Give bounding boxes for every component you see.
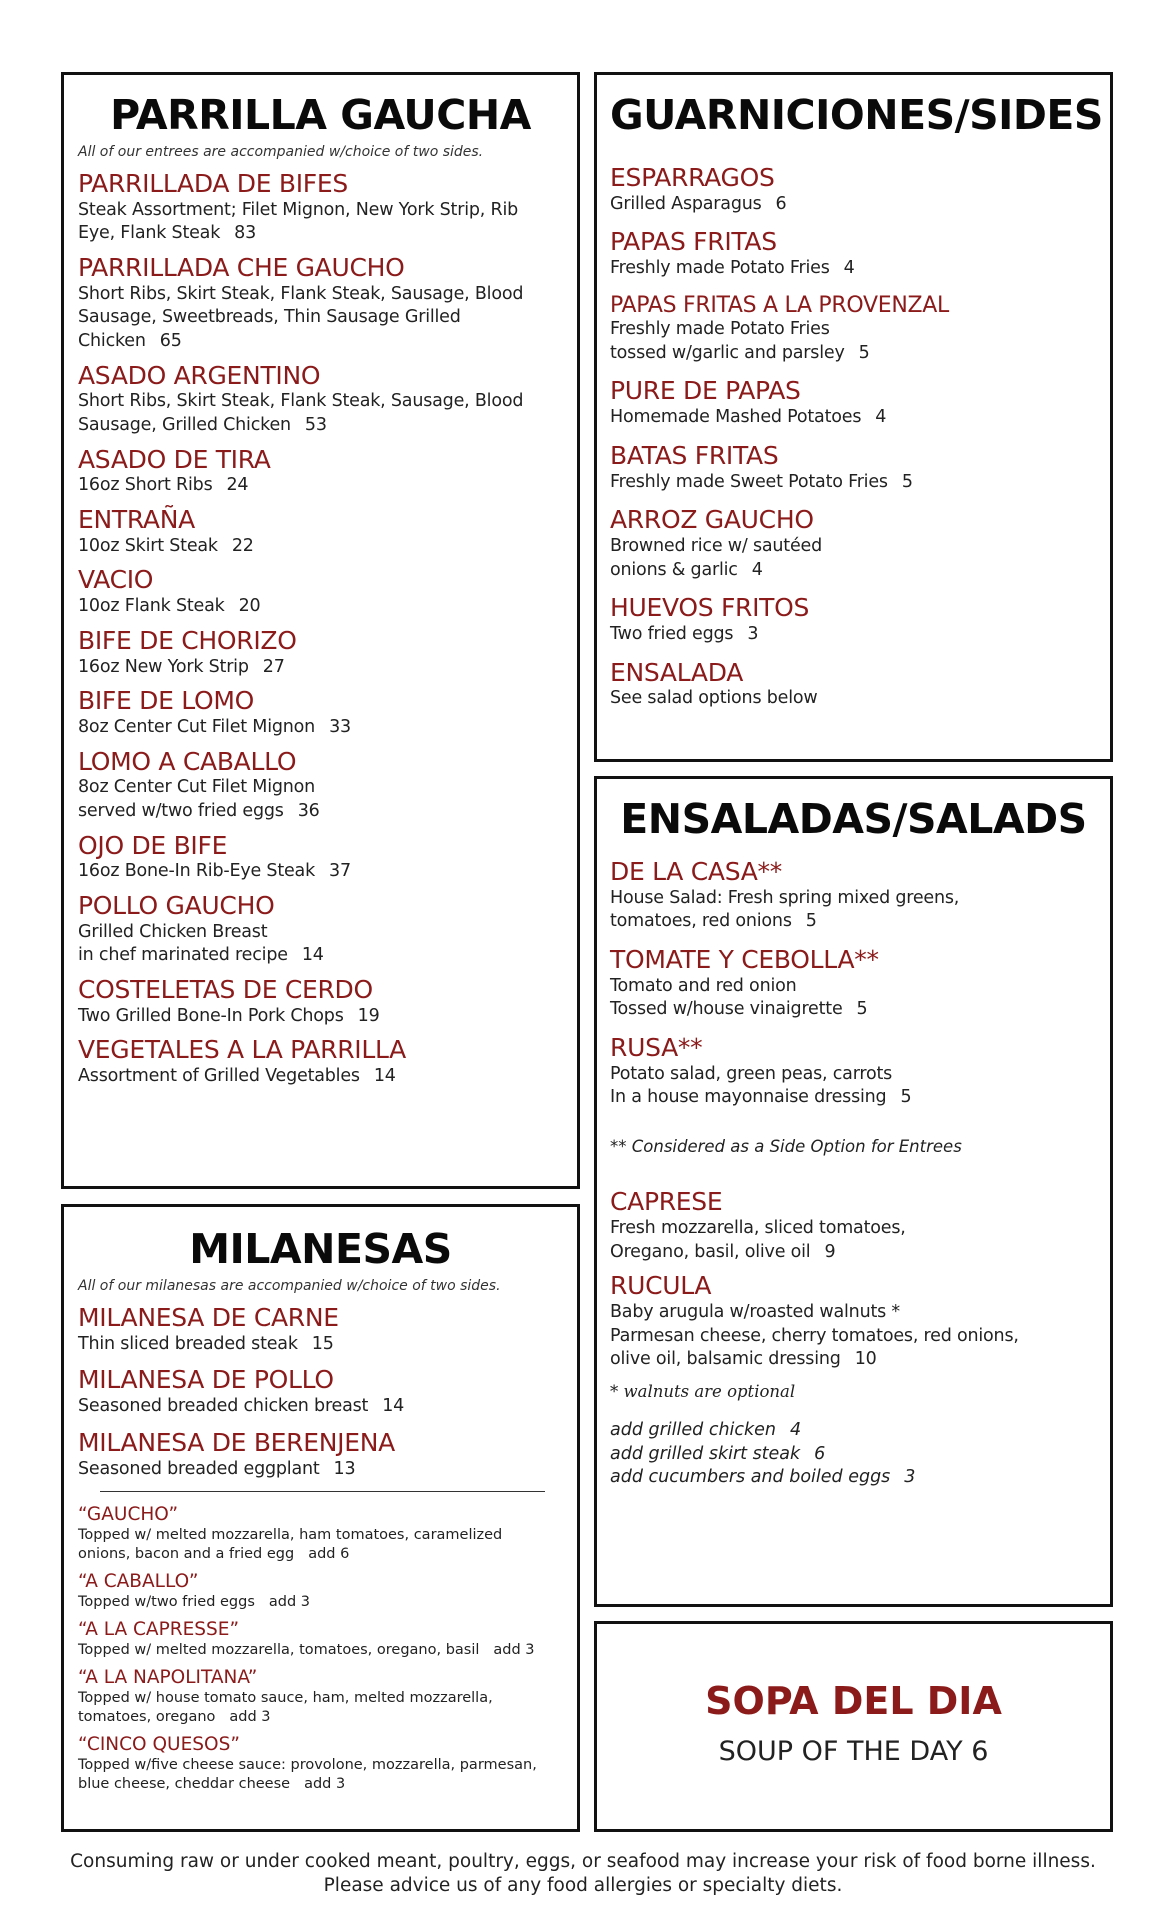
footer-line-2: Please advice us of any food allergies or specialty diets. <box>323 1875 843 1897</box>
item-name: “A LA NAPOLITANA” <box>78 1667 258 1689</box>
item-description: Tossed w/house vinaigrette 5 <box>610 999 868 1020</box>
item-name: DE LA CASA** <box>610 857 782 887</box>
menu-item <box>78 892 563 968</box>
milanesa-items <box>78 1304 563 1481</box>
item-price: 5 <box>858 342 870 363</box>
menu-item <box>78 687 563 739</box>
item-name: ENTRAÑA <box>78 505 195 535</box>
item-description: onions & garlic 4 <box>610 559 763 580</box>
item-description: 16oz Bone-In Rib-Eye Steak 37 <box>78 861 351 882</box>
item-description: 8oz Center Cut Filet Mignon <box>78 777 316 798</box>
item-description: tomatoes, oregano add 3 <box>78 1709 271 1726</box>
item-name: PAPAS FRITAS <box>610 227 777 257</box>
menu-item <box>78 170 563 246</box>
item-name: “A CABALLO” <box>78 1571 199 1593</box>
item-price: 14 <box>382 1396 405 1417</box>
addon-item: add cucumbers and boiled eggs 3 <box>610 1467 916 1488</box>
item-price: 37 <box>329 861 351 882</box>
item-name: COSTELETAS DE CERDO <box>78 974 373 1004</box>
item-description: Seasoned breaded eggplant 13 <box>78 1458 356 1479</box>
item-description: tossed w/garlic and parsley 5 <box>610 342 870 363</box>
menu-item <box>78 1036 563 1088</box>
item-description: Eye, Flank Steak 83 <box>78 223 257 244</box>
item-price: 5 <box>856 999 868 1020</box>
item-price: 9 <box>824 1241 836 1262</box>
item-price: 5 <box>900 1087 912 1108</box>
item-name: “GAUCHO” <box>78 1504 179 1526</box>
item-name: PARRILLADA DE BIFES <box>78 169 348 199</box>
item-description: See salad options below <box>610 688 818 709</box>
parrilla-title: PARRILLA GAUCHA <box>110 91 531 139</box>
item-price: 22 <box>231 535 254 556</box>
addon-price: 4 <box>790 1419 802 1440</box>
item-name: MILANESA DE CARNE <box>78 1303 339 1333</box>
item-description: Seasoned breaded chicken breast 14 <box>78 1396 405 1417</box>
menu-item <box>610 1034 1097 1110</box>
item-description: Topped w/ melted mozzarella, tomatoes, oregano, basil add 3 <box>78 1642 535 1659</box>
salads-section <box>594 776 1113 1607</box>
menu-item <box>610 858 1097 934</box>
item-name: TOMATE Y CEBOLLA** <box>610 945 879 975</box>
item-name: POLLO GAUCHO <box>78 890 275 920</box>
item-description: tomatoes, red onions 5 <box>610 911 817 932</box>
item-name: VEGETALES A LA PARRILLA <box>78 1035 406 1065</box>
item-name: MILANESA DE BERENJENA <box>78 1427 395 1457</box>
item-description: Short Ribs, Skirt Steak, Flank Steak, Sausage, Blood <box>78 283 524 304</box>
item-description: in chef marinated recipe 14 <box>78 945 324 966</box>
topping-item <box>78 1619 563 1660</box>
item-price: add 3 <box>304 1776 346 1793</box>
menu-item <box>610 164 1097 216</box>
menu-item <box>610 594 1097 646</box>
item-price: 53 <box>304 415 327 436</box>
item-description: Assortment of Grilled Vegetables 14 <box>78 1066 396 1087</box>
menu-item <box>78 1304 563 1356</box>
salads-items <box>610 858 1097 1110</box>
menu-item <box>78 446 563 498</box>
menu-item <box>610 946 1097 1022</box>
salad-addons <box>610 1419 1097 1490</box>
parrilla-items <box>78 170 563 1089</box>
sides-section <box>594 72 1113 762</box>
item-description: Two fried eggs 3 <box>610 623 759 644</box>
parrilla-note: All of our entrees are accompanied w/choice of two sides. <box>78 144 484 161</box>
item-price: add 3 <box>268 1594 311 1611</box>
item-name: PAPAS FRITAS A LA PROVENZAL <box>610 292 949 318</box>
item-description: Topped w/five cheese sauce: provolone, mozzarella, parmesan, <box>78 1757 537 1774</box>
item-price: add 6 <box>308 1546 350 1563</box>
menu-item <box>610 377 1097 429</box>
topping-item <box>78 1571 563 1612</box>
item-description: Freshly made Potato Fries 4 <box>610 258 855 279</box>
side-option-note: ** Considered as a Side Option for Entrees <box>610 1137 962 1157</box>
item-name: OJO DE BIFE <box>78 830 228 860</box>
item-price: 15 <box>311 1333 334 1354</box>
item-description: Fresh mozzarella, sliced tomatoes, <box>610 1218 906 1239</box>
milanesas-section <box>61 1204 580 1832</box>
item-name: ENSALADA <box>610 657 744 687</box>
item-description: Topped w/two fried eggs add 3 <box>78 1594 311 1611</box>
menu-item <box>610 659 1097 711</box>
milanesas-title: MILANESAS <box>189 1225 452 1273</box>
menu-item <box>610 228 1097 280</box>
item-description: Thin sliced breaded steak 15 <box>78 1333 334 1354</box>
item-name: CAPRESE <box>610 1187 723 1217</box>
item-description: olive oil, balsamic dressing 10 <box>610 1349 877 1370</box>
item-description: Short Ribs, Skirt Steak, Flank Steak, Sausage, Blood <box>78 391 524 412</box>
item-price: 14 <box>301 945 324 966</box>
sides-title: GUARNICIONES/SIDES <box>610 91 1103 139</box>
topping-item <box>78 1504 563 1564</box>
item-description: Chicken 65 <box>78 331 182 352</box>
item-price: 24 <box>226 475 249 496</box>
item-description: Homemade Mashed Potatoes 4 <box>610 407 887 428</box>
milanesas-note: All of our milanesas are accompanied w/choice of two sides. <box>78 1278 501 1295</box>
menu-item <box>610 442 1097 494</box>
item-name: “A LA CAPRESSE” <box>78 1619 240 1641</box>
item-price: 10 <box>854 1349 877 1370</box>
item-description: 8oz Center Cut Filet Mignon 33 <box>78 716 351 737</box>
item-name: ASADO DE TIRA <box>78 444 271 474</box>
addon-price: 3 <box>904 1467 916 1488</box>
menu-item <box>78 1366 563 1418</box>
item-description: Parmesan cheese, cherry tomatoes, red onions, <box>610 1325 1019 1346</box>
item-description: 10oz Flank Steak 20 <box>78 596 261 617</box>
item-price: 83 <box>234 223 257 244</box>
item-description: Sausage, Grilled Chicken 53 <box>78 415 327 436</box>
sides-items <box>610 164 1097 711</box>
item-description: Freshly made Sweet Potato Fries 5 <box>610 471 913 492</box>
menu-item <box>78 506 563 558</box>
menu-item <box>78 566 563 618</box>
item-name: BATAS FRITAS <box>610 440 779 470</box>
item-name: “CINCO QUESOS” <box>78 1734 240 1756</box>
item-name: BIFE DE CHORIZO <box>78 625 297 655</box>
item-description: Topped w/ melted mozzarella, ham tomatoes, caramelized <box>78 1527 503 1544</box>
item-price: add 3 <box>493 1642 535 1659</box>
topping-item <box>78 1734 563 1794</box>
menu-item <box>78 832 563 884</box>
item-description: Grilled Asparagus 6 <box>610 193 787 214</box>
item-price: 13 <box>333 1458 356 1479</box>
item-price: 36 <box>297 800 320 821</box>
item-description: Freshly made Potato Fries <box>610 319 830 340</box>
item-name: HUEVOS FRITOS <box>610 593 810 623</box>
item-description: blue cheese, cheddar cheese add 3 <box>78 1776 346 1793</box>
item-price: 6 <box>775 193 787 214</box>
parrilla-section <box>61 72 580 1189</box>
item-name: RUSA** <box>610 1033 703 1063</box>
item-description: House Salad: Fresh spring mixed greens, <box>610 887 960 908</box>
item-price: 4 <box>751 559 763 580</box>
footer-line-1: Consuming raw or under cooked meant, poultry, eggs, or seafood may increase your risk of food borne illness. <box>70 1851 1096 1872</box>
item-price: 33 <box>329 716 351 737</box>
item-price: 65 <box>159 331 182 352</box>
item-description: 10oz Skirt Steak 22 <box>78 535 254 556</box>
item-price: add 3 <box>229 1709 271 1726</box>
menu-item <box>610 1188 1097 1264</box>
item-price: 19 <box>357 1005 380 1026</box>
menu-item <box>78 254 563 354</box>
sopa-subtitle: SOUP OF THE DAY 6 <box>718 1736 989 1767</box>
menu-item <box>78 748 563 824</box>
item-name: LOMO A CABALLO <box>78 746 297 776</box>
sopa-title: SOPA DEL DIA <box>705 1679 1002 1723</box>
item-name: PARRILLADA CHE GAUCHO <box>78 253 405 283</box>
milanesa-toppings <box>78 1504 563 1794</box>
sopa-section <box>594 1621 1113 1832</box>
item-description: Browned rice w/ sautéed <box>610 535 822 556</box>
item-name: ESPARRAGOS <box>610 163 775 193</box>
menu-item <box>610 506 1097 582</box>
menu-item <box>78 976 563 1028</box>
item-price: 5 <box>805 911 817 932</box>
item-price: 4 <box>843 258 855 279</box>
menu-item <box>78 362 563 438</box>
item-description: Steak Assortment; Filet Mignon, New York Strip, Rib <box>78 199 519 220</box>
item-description: Potato salad, green peas, carrots <box>610 1063 893 1084</box>
menu-item <box>78 627 563 679</box>
salads-title: ENSALADAS/SALADS <box>620 795 1087 843</box>
item-price: 4 <box>875 407 887 428</box>
item-price: 14 <box>373 1066 396 1087</box>
item-description: Two Grilled Bone-In Pork Chops 19 <box>78 1005 380 1026</box>
menu-item <box>610 1272 1097 1372</box>
salads-items-2 <box>610 1188 1097 1372</box>
item-name: PURE DE PAPAS <box>610 376 801 406</box>
item-name: BIFE DE LOMO <box>78 686 255 716</box>
item-description: 16oz New York Strip 27 <box>78 656 285 677</box>
item-description: Oregano, basil, olive oil 9 <box>610 1241 836 1262</box>
item-name: ARROZ GAUCHO <box>610 505 814 535</box>
item-name: ASADO ARGENTINO <box>78 360 321 390</box>
menu-item <box>610 293 1097 366</box>
item-description: 16oz Short Ribs 24 <box>78 475 249 496</box>
item-description: In a house mayonnaise dressing 5 <box>610 1087 912 1108</box>
toppings-divider <box>100 1491 545 1492</box>
item-description: Baby arugula w/roasted walnuts * <box>610 1302 900 1323</box>
item-description: Topped w/ house tomato sauce, ham, melted mozzarella, <box>78 1690 493 1707</box>
topping-item <box>78 1667 563 1727</box>
menu-item <box>78 1429 563 1481</box>
item-description: Sausage, Sweetbreads, Thin Sausage Grilled <box>78 307 461 328</box>
addon-price: 6 <box>814 1443 826 1464</box>
item-price: 3 <box>747 623 759 644</box>
item-price: 27 <box>262 656 285 677</box>
addon-item: add grilled skirt steak 6 <box>610 1443 826 1464</box>
walnut-note: * walnuts are optional <box>610 1381 796 1401</box>
item-price: 5 <box>901 471 913 492</box>
item-name: RUCULA <box>610 1271 712 1301</box>
addon-item: add grilled chicken 4 <box>610 1419 802 1440</box>
item-description: served w/two fried eggs 36 <box>78 800 320 821</box>
item-description: onions, bacon and a fried egg add 6 <box>78 1546 350 1563</box>
item-price: 20 <box>238 596 261 617</box>
footer-disclaimer <box>0 1850 1166 1898</box>
item-name: VACIO <box>78 565 154 595</box>
item-description: Tomato and red onion <box>610 975 797 996</box>
item-name: MILANESA DE POLLO <box>78 1365 334 1395</box>
item-description: Grilled Chicken Breast <box>78 921 268 942</box>
